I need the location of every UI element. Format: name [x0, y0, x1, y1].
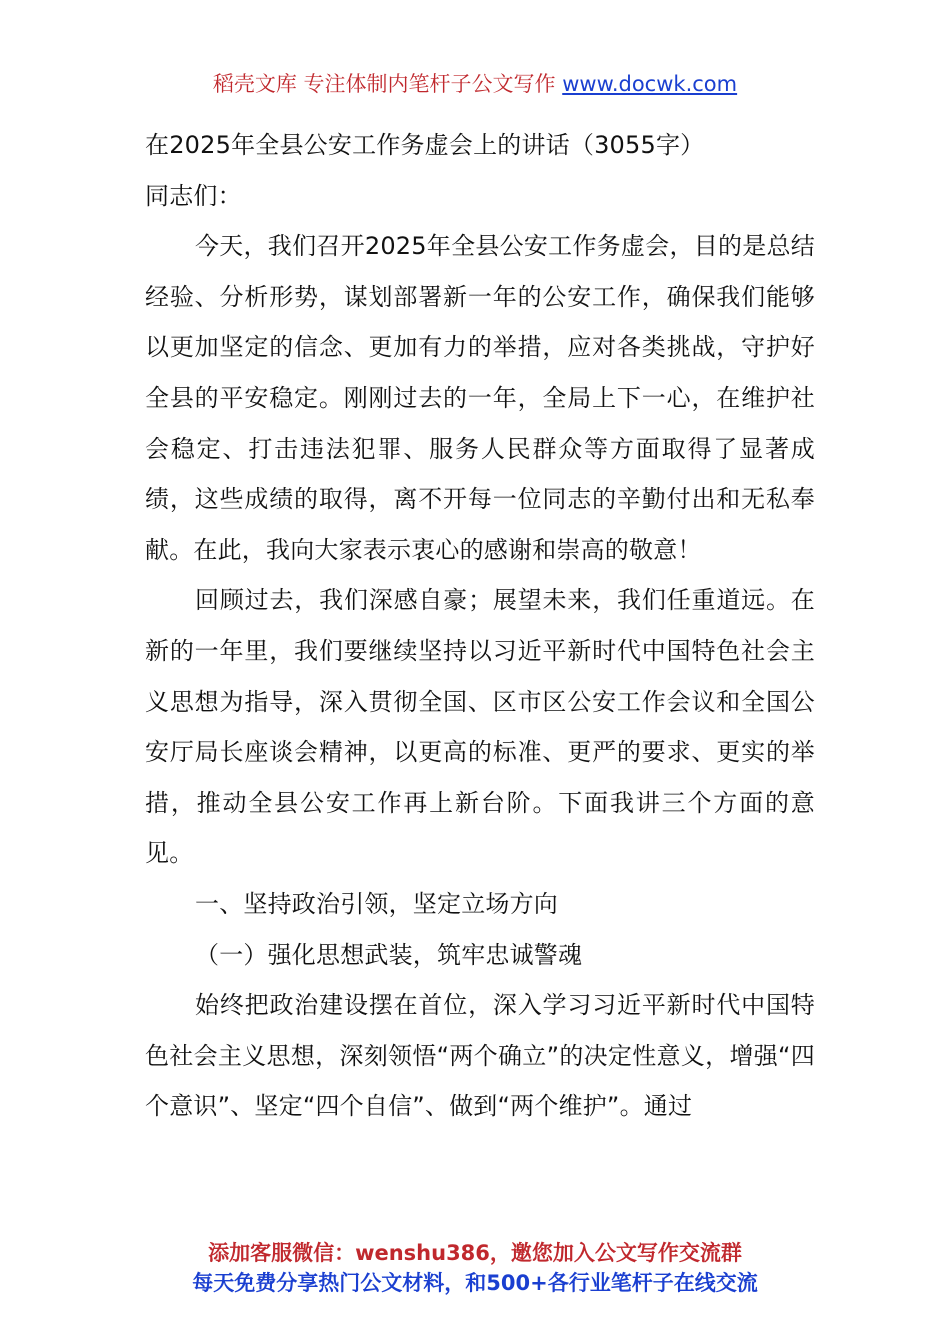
footer-share-line: 每天免费分享热门公文材料，和500+各行业笔杆子在线交流	[192, 1271, 758, 1295]
page-footer	[0, 1238, 950, 1298]
document-greeting: 同志们：	[145, 181, 242, 210]
section-heading-1: 一、坚持政治引领，坚定立场方向	[195, 889, 558, 918]
paragraph-opening: 今天，我们召开2025年全县公安工作务虚会，目的是总结经验、分析形势，谋划部署新一年的公安工作，确保我们能够以更加坚定的信念、更加有力的举措，应对各类挑战，守护好全县的平安稳定。刚刚过去的一年，全局上下一心，在维护社会稳定、打击违法犯罪、服务人民群众等方面取得了显著成绩，这些成绩的取得，离不开每一位同志的辛勤付出和无私奉献。在此，我向大家表示衷心的感谢和崇高的敬意！	[145, 232, 815, 564]
header-url-link[interactable]: www.docwk.com	[562, 72, 738, 96]
document-body	[145, 120, 815, 1132]
paragraph-body: 始终把政治建设摆在首位，深入学习习近平新时代中国特色社会主义思想，深刻领悟“两个确立”的决定性意义，增强“四个意识”、坚定“四个自信”、做到“两个维护”。通过	[145, 991, 815, 1121]
page-header	[0, 70, 950, 98]
subsection-heading-1-1: （一）强化思想武装，筑牢忠诚警魂	[195, 940, 583, 969]
header-brand-text: 稻壳文库 专注体制内笔杆子公文写作	[212, 72, 563, 96]
footer-wechat-line: 添加客服微信：wenshu386，邀您加入公文写作交流群	[208, 1241, 742, 1265]
document-title: 在2025年全县公安工作务虚会上的讲话（3055字）	[145, 131, 705, 159]
paragraph-review: 回顾过去，我们深感自豪；展望未来，我们任重道远。在新的一年里，我们要继续坚持以习近平新时代中国特色社会主义思想为指导，深入贯彻全国、区市区公安工作会议和全国公安厅局长座谈会精神，以更高的标准、更严的要求、更实的举措，推动全县公安工作再上新台阶。下面我讲三个方面的意见。	[145, 586, 815, 868]
